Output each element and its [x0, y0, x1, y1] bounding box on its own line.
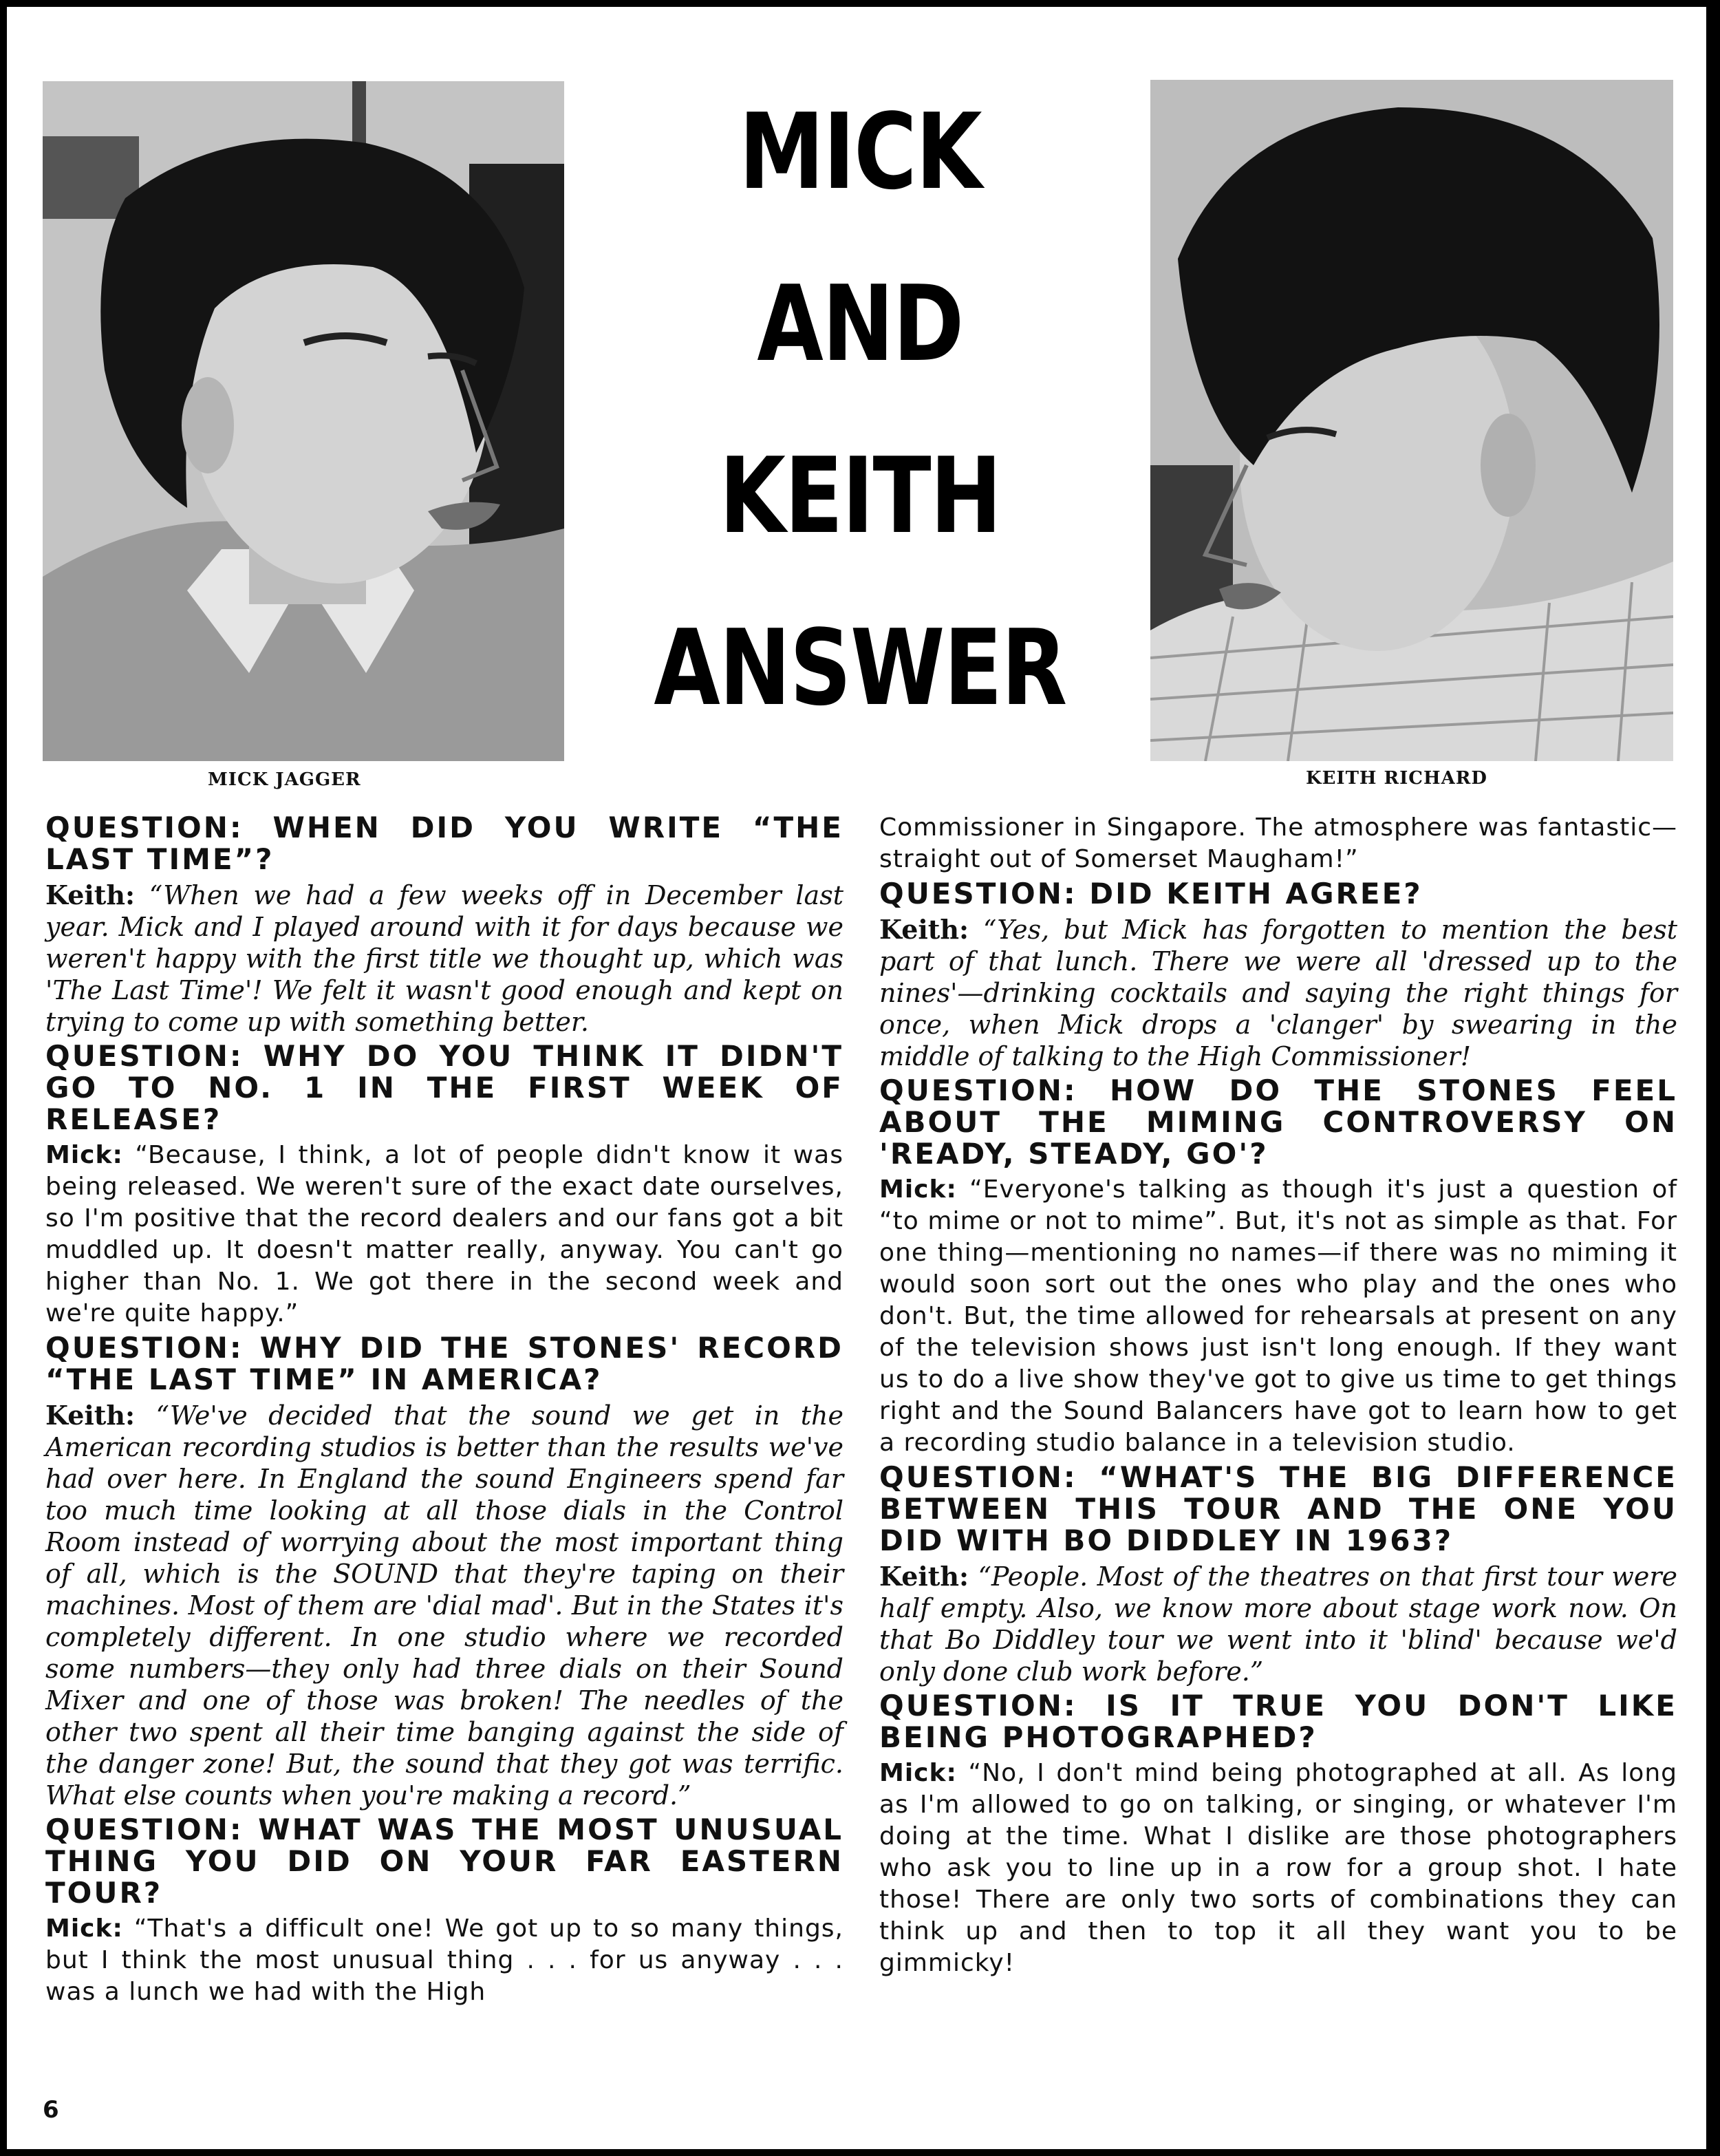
answer-paragraph — [879, 1758, 1677, 1979]
answer-text: “Yes, but Mick has forgotten to mention the best part of that lunch. There we were all 'dressed up to the nines'—drinking cocktails and saying the right things for once, when Mick drops a 'clanger' by swearing in the middle of talking to the High Commissioner! — [879, 915, 1677, 1071]
page-number: 6 — [43, 2096, 59, 2124]
headline-line: KEITH — [719, 435, 1001, 557]
headline-line: ANSWER — [654, 607, 1066, 729]
answer-text: “People. Most of the theatres on that first tour were half empty. Also, we know more about stage work now. On that Bo Diddley tour we went into it 'blind' because we'd only done club work before.” — [879, 1561, 1677, 1687]
page-headline — [652, 66, 1069, 754]
question-heading: QUESTION: WHEN DID YOU WRITE “THE LAST TIME”? — [45, 811, 843, 876]
question-heading: QUESTION: DID KEITH AGREE? — [879, 877, 1423, 910]
speaker-label: Keith: — [879, 914, 969, 945]
speaker-label: Mick: — [879, 1175, 957, 1204]
magazine-page — [7, 7, 1706, 2149]
question-heading: QUESTION: WHY DID THE STONES' RECORD “THE LAST TIME” IN AMERICA? — [45, 1331, 843, 1396]
answer-paragraph — [45, 879, 843, 1038]
answer-text: “Because, I think, a lot of people didn't know it was being released. We weren't sure of the exact date ourselves, so I'm positive that the record dealers and our fans got a bit muddled up. It doesn't matter really, anyway. You can't go higher than No. 1. We got there in the second week and we're quite happy.” — [45, 1141, 843, 1327]
answer-paragraph — [879, 914, 1677, 1072]
article-column-right — [879, 812, 1677, 1982]
caption-keith-richard: KEITH RICHARD — [1306, 768, 1487, 789]
headline-line: MICK — [739, 91, 981, 213]
answer-text: “No, I don't mind being photographed at all. As long as I'm allowed to go on talking, or singing, or whatever I'm doing at the time. What I dislike are those photographers who ask you to line up in a row for a group shot. I hate those! There are only two sorts of combinations they can think up and then to top it all they want you to be gimmicky! — [879, 1759, 1677, 1977]
answer-text: “Everyone's talking as though it's just a question of “to mime or not to mime”. But, it's not as simple as that. For one thing—mentioning no names—if there was no miming it would soon sort out the ones who play and the ones who don't. But, the time allowed for rehearsals at present on any of the television shows just isn't long enough. If they want us to do a live show they've got to give us time to get things right and the Sound Balancers have got to learn how to get a recording studio balance in a television studio. — [879, 1175, 1677, 1457]
keith-richard-portrait-icon — [1150, 80, 1673, 761]
speaker-label: Mick: — [45, 1141, 123, 1169]
question-heading: QUESTION: HOW DO THE STONES FEEL ABOUT THE MIMING CONTROVERSY ON 'READY, STEADY, GO'? — [879, 1074, 1677, 1171]
answer-paragraph — [45, 1140, 843, 1330]
speaker-label: Keith: — [45, 1400, 136, 1431]
caption-mick-jagger: MICK JAGGER — [208, 769, 361, 790]
answer-paragraph — [45, 1913, 843, 2008]
article-column-left — [45, 812, 843, 2011]
speaker-label: Mick: — [45, 1914, 123, 1943]
question-heading: QUESTION: “WHAT'S THE BIG DIFFERENCE BETWEEN THIS TOUR AND THE ONE YOU DID WITH BO DIDDLEY IN 1963? — [879, 1460, 1677, 1557]
answer-text: “That's a difficult one! We got up to so many things, but I think the most unusual thing . . . for us anyway . . . was a lunch we had with the High — [45, 1914, 843, 2006]
answer-paragraph — [879, 1561, 1677, 1687]
answer-paragraph — [45, 1400, 843, 1811]
answer-text: “We've decided that the sound we get in the American recording studios is better than the results we've had over here. In England the sound Engineers spend far too much time looking at all those dials in the Control Room instead of worrying about the most important thing of all, which is the SOUND that they're taping on their machines. Most of them are 'dial mad'. But in the States it's completely different. In one studio where we recorded some numbers—they only had three dials on their Sound Mixer and one of those was broken! The needles of the other two spent all their time banging against the side of the danger zone! But, the sound that they got was terrific. What else counts when you're making a record.” — [45, 1400, 843, 1811]
question-heading: QUESTION: WHY DO YOU THINK IT DIDN'T GO TO NO. 1 IN THE FIRST WEEK OF RELEASE? — [45, 1039, 843, 1136]
keith-richard-photo — [1150, 80, 1673, 761]
speaker-label: Keith: — [879, 1561, 969, 1592]
answer-continued: Commissioner in Singapore. The atmosphere was fantastic—straight out of Somerset Maugham!” — [879, 813, 1677, 873]
mick-jagger-photo — [43, 81, 564, 761]
question-heading: QUESTION: WHAT WAS THE MOST UNUSUAL THING YOU DID ON YOUR FAR EASTERN TOUR? — [45, 1813, 843, 1910]
mick-jagger-portrait-icon — [43, 81, 564, 761]
headline-line: AND — [757, 263, 963, 385]
answer-paragraph — [879, 1174, 1677, 1459]
question-heading: QUESTION: IS IT TRUE YOU DON'T LIKE BEING PHOTOGRAPHED? — [879, 1689, 1677, 1754]
speaker-label: Keith: — [45, 879, 136, 910]
answer-text: “When we had a few weeks off in December last year. Mick and I played around with it for days because we weren't happy with the first title we thought up, which was 'The Last Time'! We felt it wasn't good enough and kept on trying to come up with something better. — [45, 880, 843, 1037]
speaker-label: Mick: — [879, 1759, 957, 1787]
